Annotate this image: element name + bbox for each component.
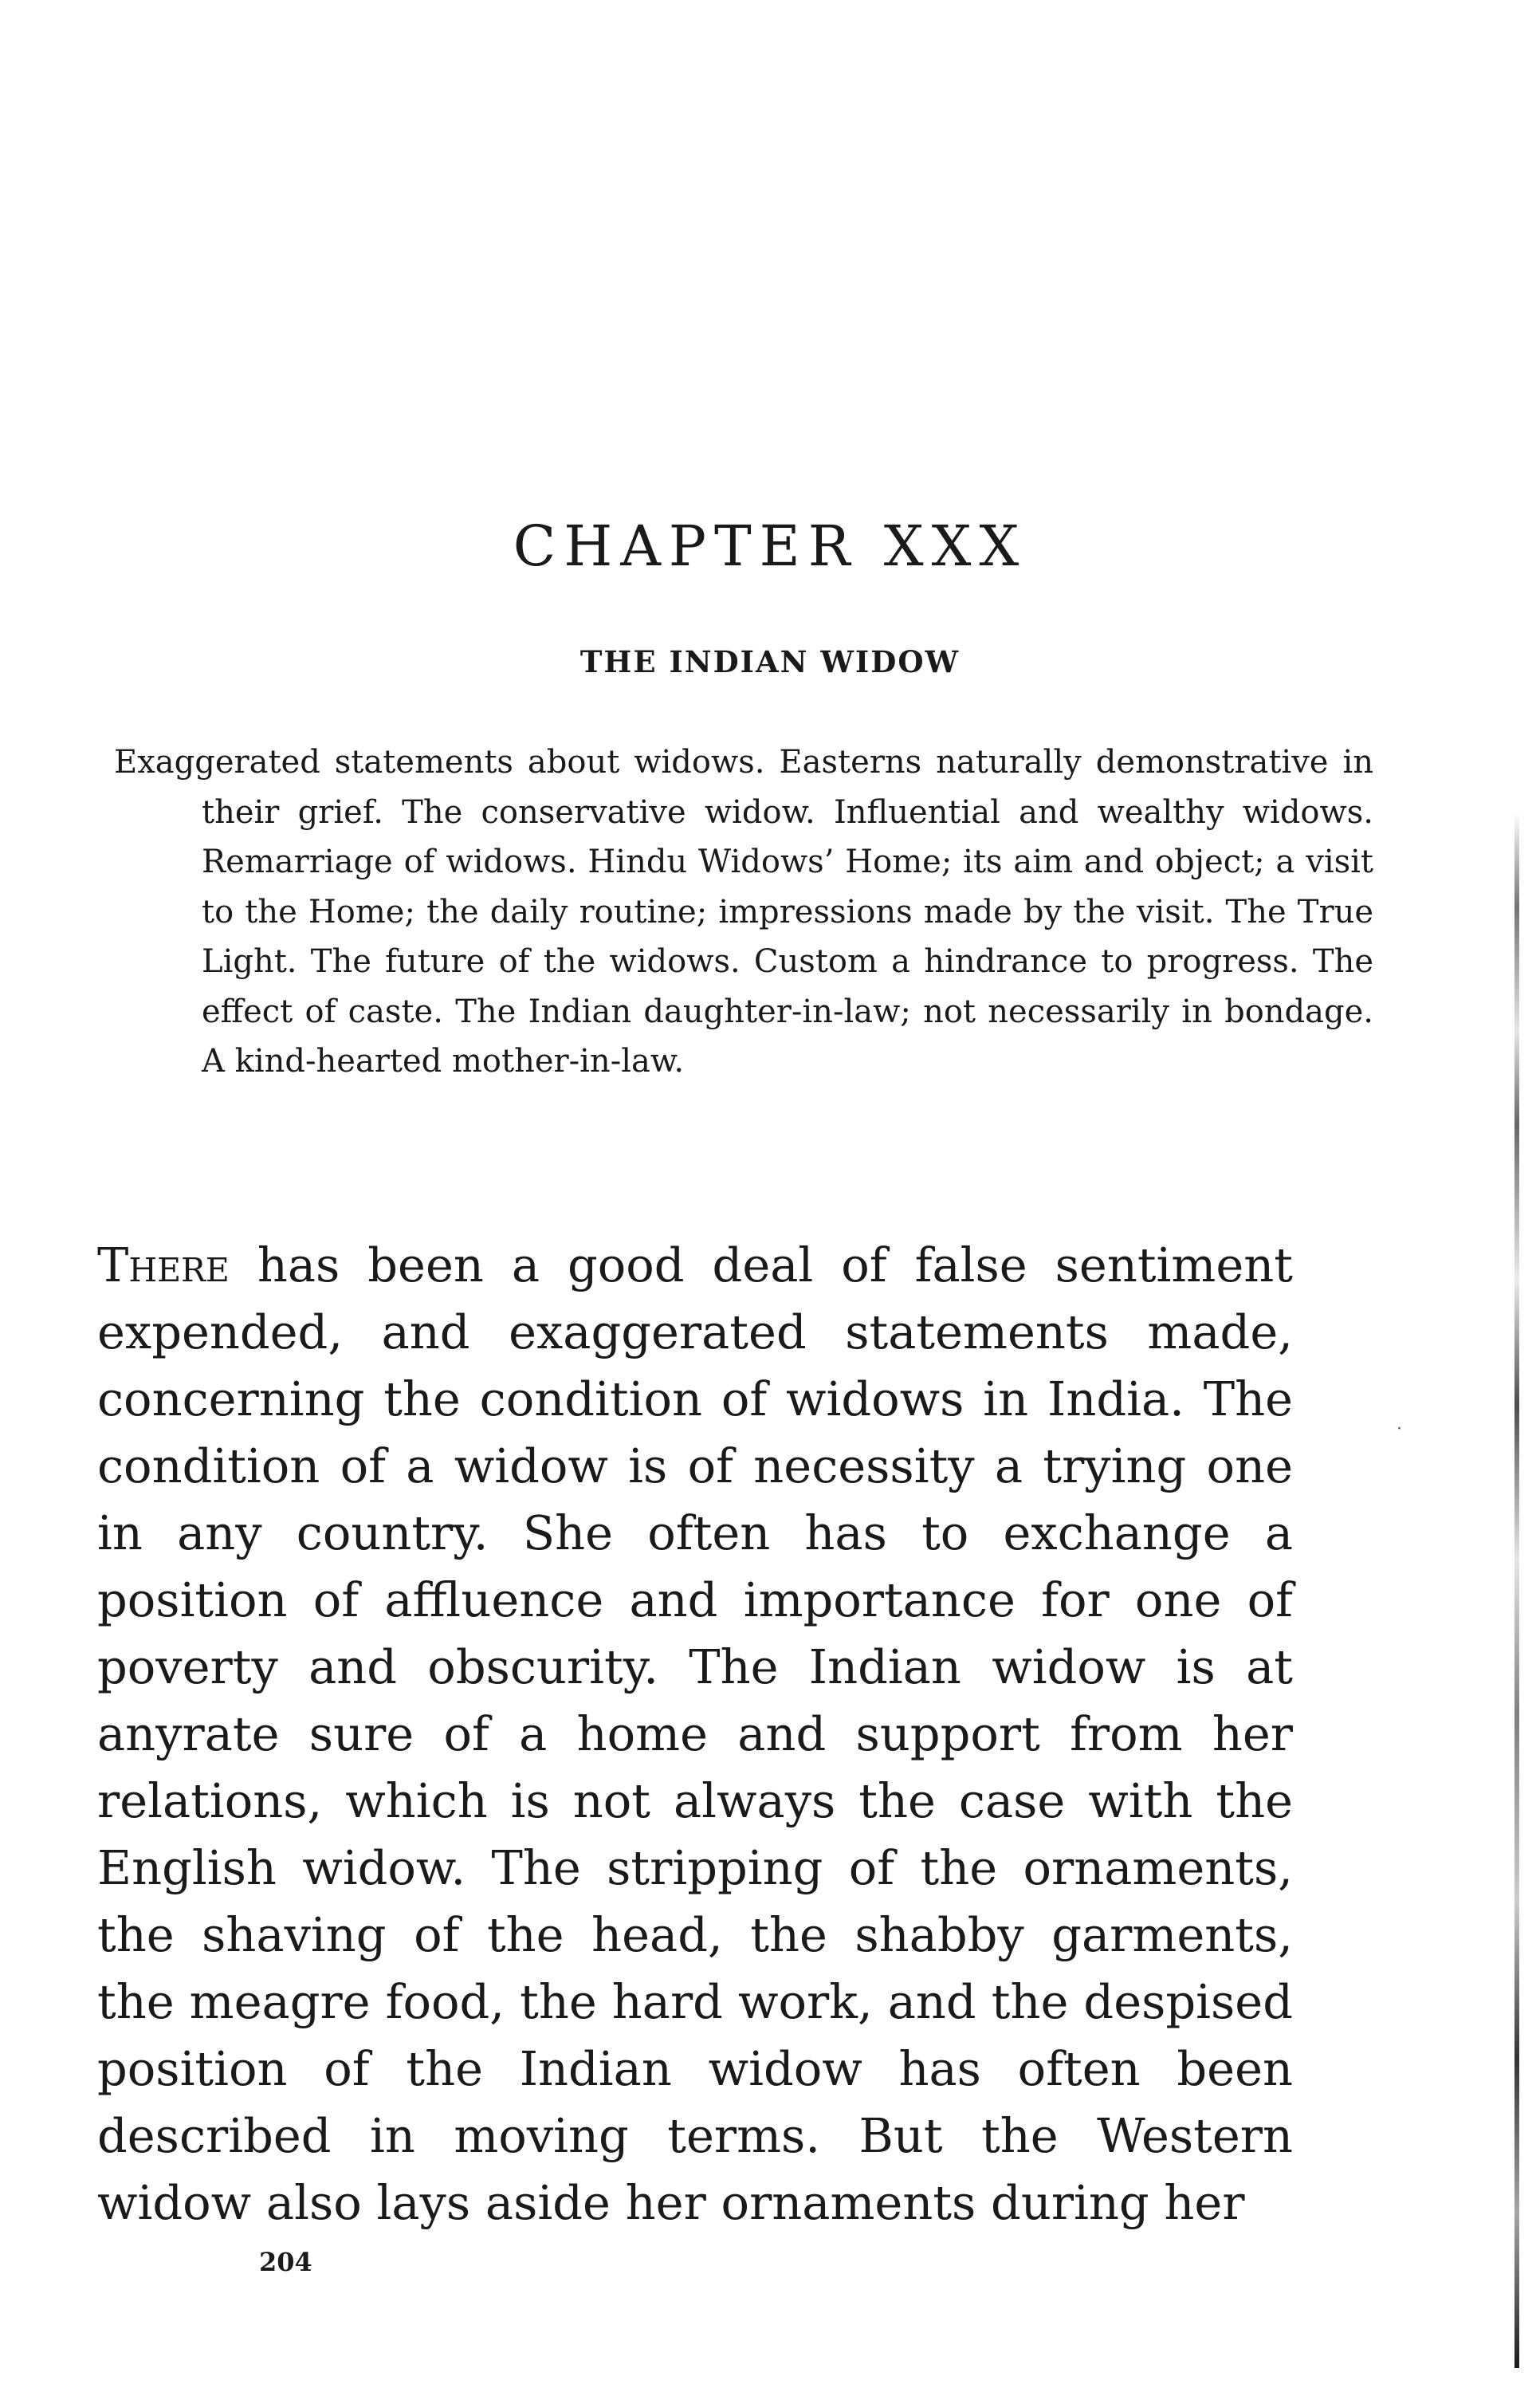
- chapter-synopsis: Exaggerated statements about widows. Easterns naturally demonstrative in their grief. The conservative widow. Influential and wealthy widows. Remarriage of widows. Hindu Widows’ Home; its aim and object; a visit to the Home; the daily routine; impressions made by the visit. The True Light. The future of the widows. Custom a hindrance to progress. The effect of caste. The Indian daughter-in-law; not necessarily in bondage. A kind-hearted mother-in-law.: [114, 744, 1373, 1080]
- page-number: 204: [259, 2247, 312, 2277]
- body-paragraph: [97, 1232, 1293, 2237]
- chapter-subtitle: THE INDIAN WIDOW: [579, 644, 961, 679]
- binding-edge-shadow: [1514, 813, 1519, 2368]
- print-speck: ·: [1397, 1419, 1402, 1439]
- chapter-title: CHAPTER XXX: [513, 513, 1027, 579]
- body-text: has been a good deal of false sentiment expended, and exaggerated statements made, concerning the condition of widows in India. The condition of a widow is of necessity a trying one in any country. She often has to exchange a position of affluence and importance for one of poverty and obscurity. The Indian widow is at anyrate sure of a home and support from her relations, which is not always the case with the English widow. The stripping of the ornaments, the shaving of the head, the shabby garments, the meagre food, the hard work, and the despised position of the Indian widow has often been described in moving terms. But the Western widow also lays aside her ornaments during her: [97, 1237, 1293, 2230]
- lead-word: There: [97, 1237, 230, 1292]
